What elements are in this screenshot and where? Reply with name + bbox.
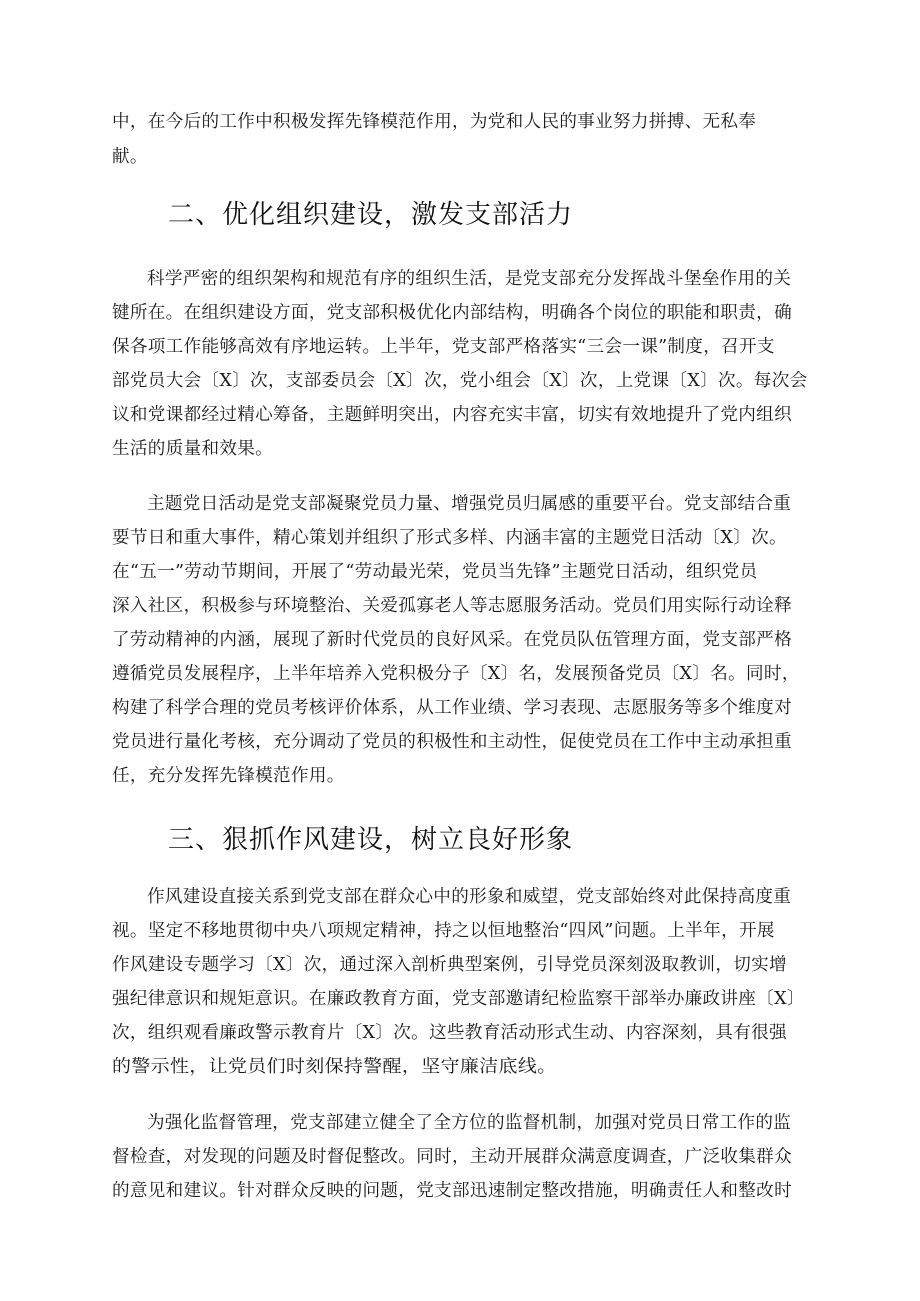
paragraph-line: 的警示性，让党员们时刻保持警醒，坚守廉洁底线。 bbox=[112, 1057, 557, 1077]
paragraph-line: 键所在。在组织建设方面，党支部积极优化内部结构，明确各个岗位的职能和职责，确 bbox=[112, 303, 792, 323]
section-heading-work-style: 三、狠抓作风建设，树立良好形象 bbox=[168, 825, 574, 855]
intro-line: 中，在今后的工作中积极发挥先锋模范作用，为党和人民的事业努力拼搏、无私奉 bbox=[112, 112, 757, 132]
paragraph-line: 构建了科学合理的党员考核评价体系，从工作业绩、学习表现、志愿服务等多个维度对 bbox=[112, 698, 792, 718]
paragraph-line: 深入社区，积极参与环境整治、关爱孤寡老人等志愿服务活动。党员们用实际行动诠释 bbox=[112, 596, 792, 616]
paragraph-line: 主题党日活动是党支部凝聚党员力量、增强党员归属感的重要平台。党支部结合重 bbox=[147, 494, 792, 514]
paragraph-line: 遵循党员发展程序，上半年培养入党积极分子〔X〕名，发展预备党员〔X〕名。同时， bbox=[112, 664, 800, 684]
paragraph-line: 科学严密的组织架构和规范有序的组织生活，是党支部充分发挥战斗堡垒作用的关 bbox=[147, 269, 792, 289]
paragraph-line: 作风建设专题学习〔X〕次，通过深入剖析典型案例，引导党员深刻汲取教训，切实增 bbox=[112, 955, 787, 975]
intro-line: 献。 bbox=[112, 147, 148, 167]
paragraph-line: 任，充分发挥先锋模范作用。 bbox=[112, 766, 345, 786]
paragraph-line: 视。坚定不移地贯彻中央八项规定精神，持之以恒地整治“四风”问题。上半年，开展 bbox=[112, 921, 775, 941]
paragraph-line: 保各项工作能够高效有序地运转。上半年，党支部严格落实“三会一课”制度，召开支 bbox=[112, 337, 775, 357]
paragraph-line: 党员进行量化考核，充分调动了党员的积极性和主动性，促使党员在工作中主动承担重 bbox=[112, 732, 792, 752]
paragraph-line: 要节日和重大事件，精心策划并组织了形式多样、内涵丰富的主题党日活动〔X〕次。 bbox=[112, 528, 787, 548]
paragraph-line: 强纪律意识和规矩意识。在廉政教育方面，党支部邀请纪检监察干部举办廉政讲座〔X〕 bbox=[112, 989, 805, 1009]
paragraph-line: 作风建设直接关系到党支部在群众心中的形象和威望，党支部始终对此保持高度重 bbox=[147, 887, 792, 907]
paragraph-line: 在“五一”劳动节期间，开展了“劳动最光荣，党员当先锋”主题党日活动，组织党员 bbox=[112, 562, 758, 582]
paragraph-line: 生活的质量和效果。 bbox=[112, 439, 274, 459]
paragraph-line: 议和党课都经过精心筹备，主题鲜明突出，内容充实丰富，切实有效地提升了党内组织 bbox=[112, 405, 792, 425]
paragraph-line: 部党员大会〔X〕次，支部委员会〔X〕次，党小组会〔X〕次，上党课〔X〕次。每次会 bbox=[112, 371, 808, 391]
section-heading-organization: 二、优化组织建设，激发支部活力 bbox=[168, 200, 574, 230]
paragraph-line: 的意见和建议。针对群众反映的问题，党支部迅速制定整改措施，明确责任人和整改时 bbox=[112, 1181, 792, 1201]
paragraph-line: 督检查，对发现的问题及时督促整改。同时，主动开展群众满意度调查，广泛收集群众 bbox=[112, 1147, 792, 1167]
paragraph-line: 次，组织观看廉政警示教育片〔X〕次。这些教育活动形式生动、内容深刻，具有很强 bbox=[112, 1023, 787, 1043]
paragraph-line: 为强化监督管理，党支部建立健全了全方位的监督机制，加强对党员日常工作的监 bbox=[147, 1113, 792, 1133]
paragraph-line: 了劳动精神的内涵，展现了新时代党员的良好风采。在党员队伍管理方面，党支部严格 bbox=[112, 630, 792, 650]
